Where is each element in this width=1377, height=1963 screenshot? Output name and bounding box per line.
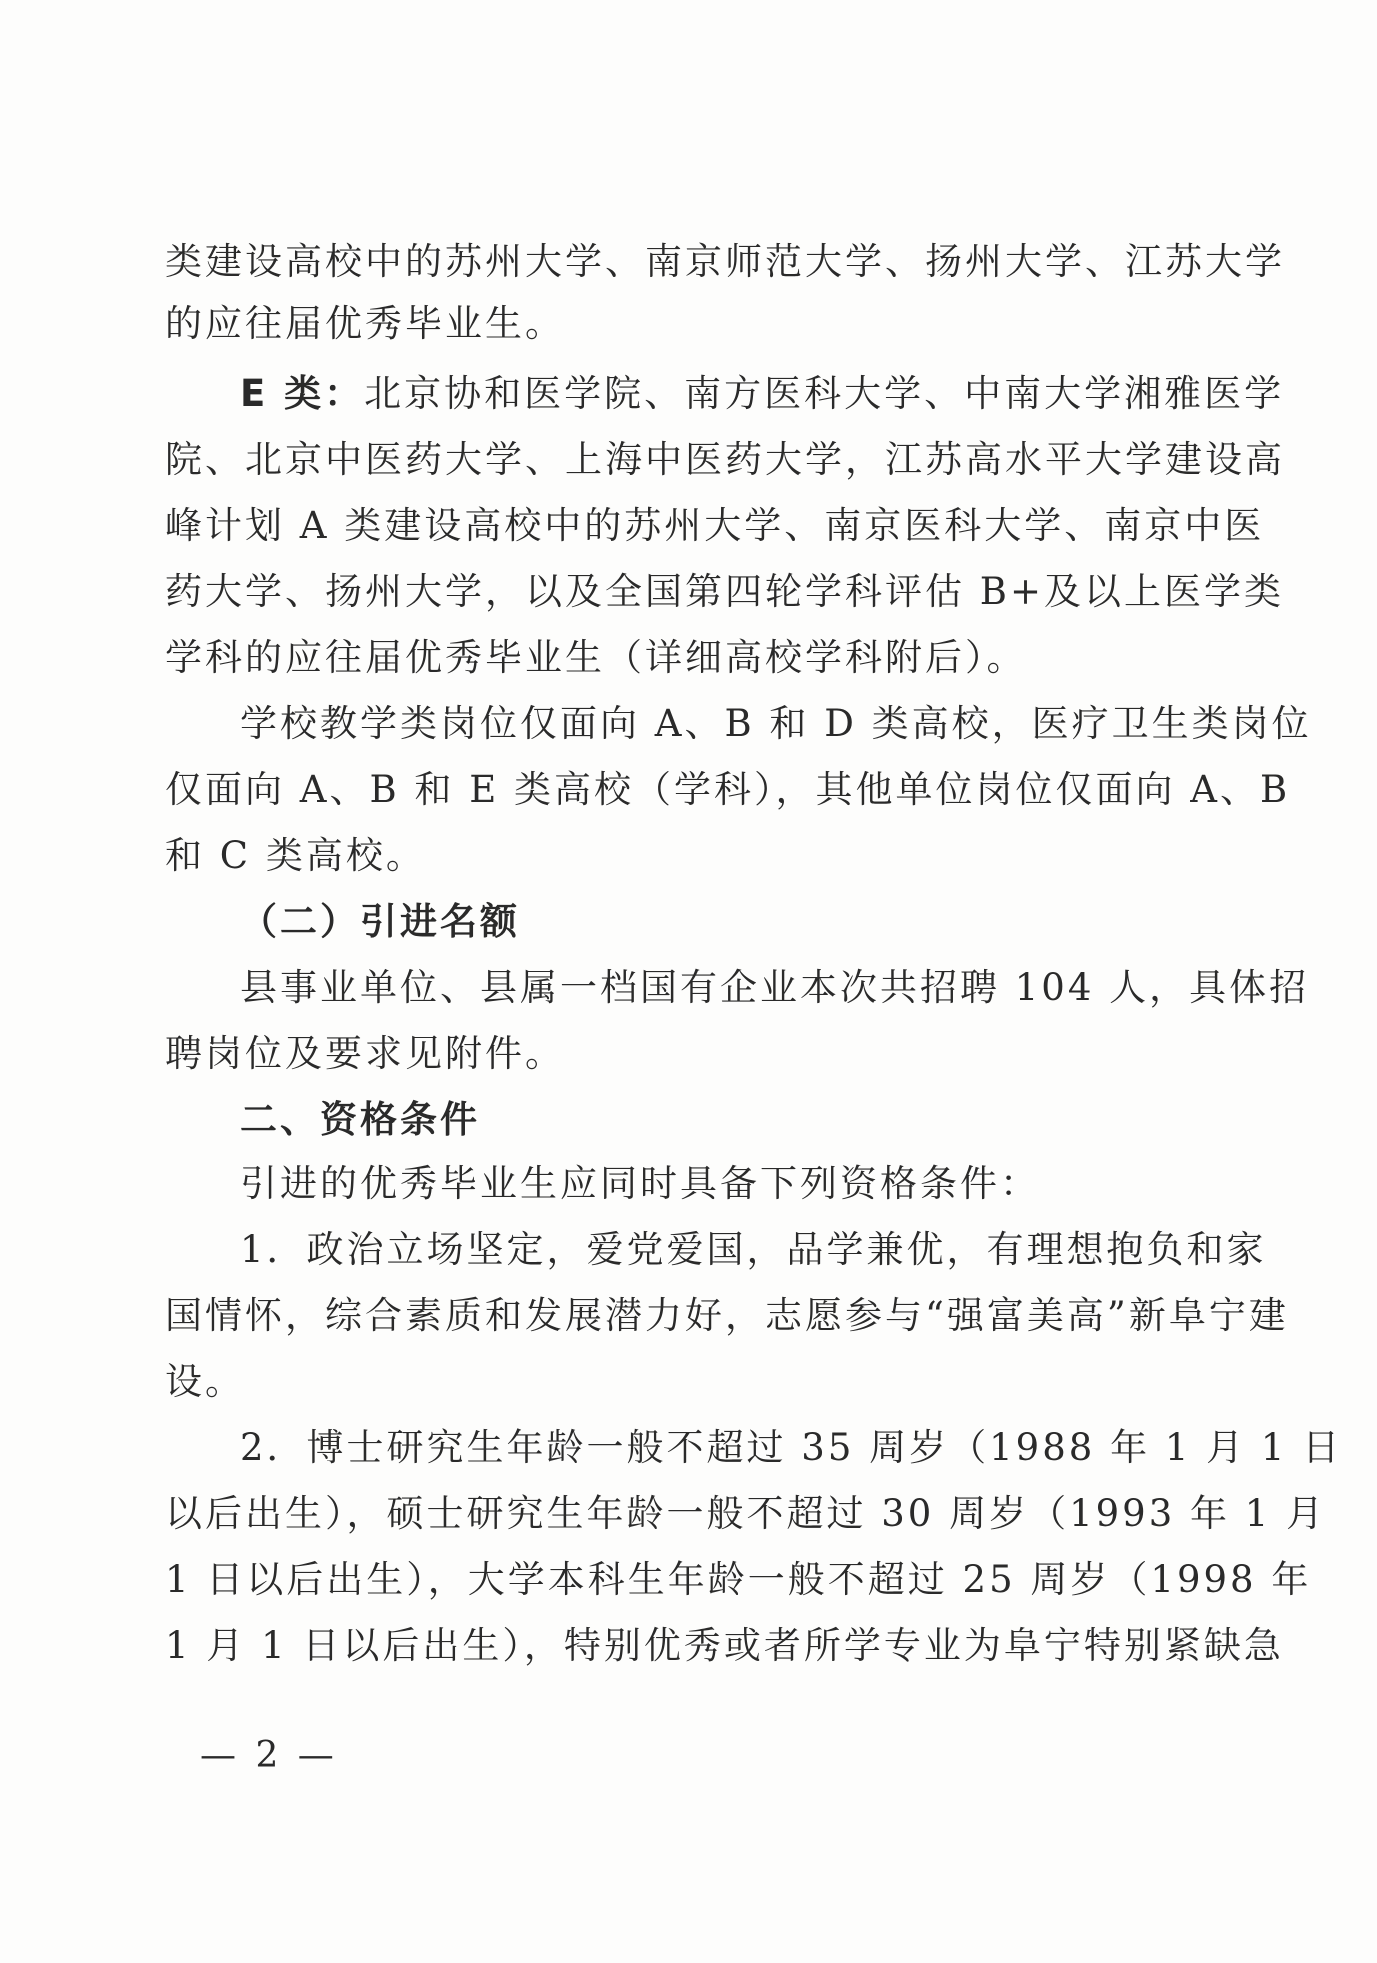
- section-heading-qualifications: 二、资格条件: [240, 1098, 480, 1141]
- paragraph-line: 引进的优秀毕业生应同时具备下列资格条件：: [240, 1162, 1040, 1205]
- paragraph-line: 1．政治立场坚定，爱党爱国，品学兼优，有理想抱负和家: [240, 1228, 1267, 1271]
- paragraph-line: 的应往届优秀毕业生。: [165, 302, 565, 345]
- paragraph-line: 峰计划 A 类建设高校中的苏州大学、南京医科大学、南京中医: [165, 504, 1265, 547]
- paragraph-line: 和 C 类高校。: [165, 834, 426, 877]
- paragraph-line: 设。: [165, 1360, 245, 1403]
- paragraph-line: 以后出生），硕士研究生年龄一般不超过 30 周岁（1993 年 1 月: [165, 1492, 1327, 1535]
- category-e-line: [240, 360, 1285, 427]
- paragraph-line: 学科的应往届优秀毕业生（详细高校学科附后）。: [165, 636, 1027, 679]
- paragraph-line: 仅面向 A、B 和 E 类高校（学科），其他单位岗位仅面向 A、B: [165, 768, 1291, 811]
- paragraph-line: 药大学、扬州大学，以及全国第四轮学科评估 B+及以上医学类: [165, 570, 1284, 613]
- paragraph-line: 1 日以后出生），大学本科生年龄一般不超过 25 周岁（1998 年: [165, 1558, 1312, 1601]
- paragraph-line: 院、北京中医药大学、上海中医药大学，江苏高水平大学建设高: [165, 438, 1285, 481]
- page-number: — 2 —: [200, 1735, 338, 1776]
- paragraph-line: 聘岗位及要求见附件。: [165, 1032, 565, 1075]
- paragraph-line: 1 月 1 日以后出生），特别优秀或者所学专业为阜宁特别紧缺急: [165, 1624, 1284, 1667]
- paragraph-line: 类建设高校中的苏州大学、南京师范大学、扬州大学、江苏大学: [165, 240, 1285, 283]
- paragraph-line: 县事业单位、县属一档国有企业本次共招聘 104 人，具体招: [240, 966, 1310, 1009]
- category-e-label: E 类：: [240, 372, 365, 415]
- paragraph-line: 国情怀，综合素质和发展潜力好，志愿参与“强富美高”新阜宁建: [165, 1294, 1289, 1337]
- paragraph-line: 2．博士研究生年龄一般不超过 35 周岁（1988 年 1 月 1 日: [240, 1426, 1343, 1469]
- paragraph-line: 学校教学类岗位仅面向 A、B 和 D 类高校，医疗卫生类岗位: [240, 702, 1312, 745]
- category-e-text: 北京协和医学院、南方医科大学、中南大学湘雅医学: [364, 372, 1285, 415]
- section-heading-quota: （二）引进名额: [240, 899, 520, 943]
